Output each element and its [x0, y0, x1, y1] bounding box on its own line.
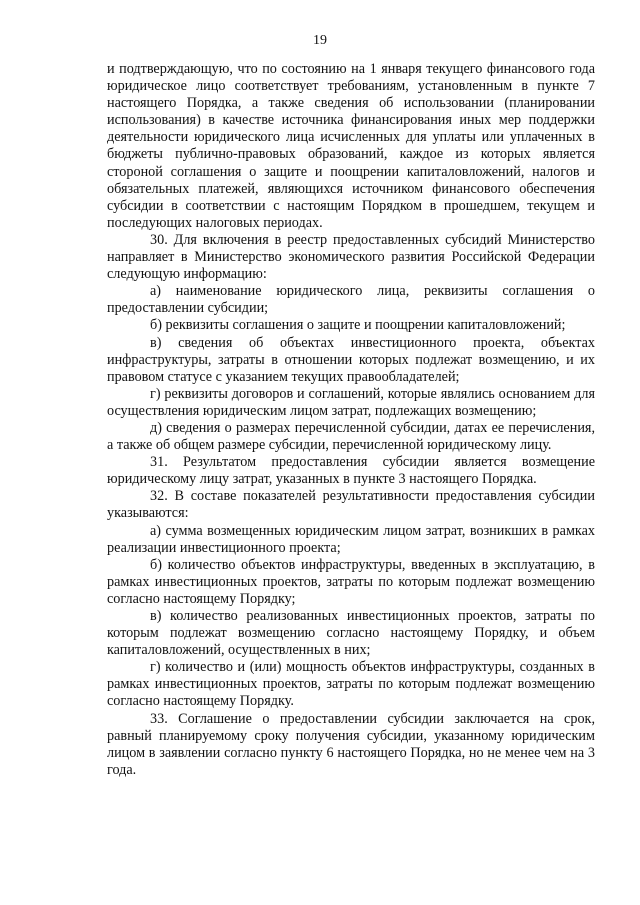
- paragraph-continuation: и подтверждающую, что по состоянию на 1 января текущего финансового года юридическое лицо соответствует требованиям, установленным в пункте 7 настоящего Порядка, а также сведения об использовании (планировании использования) в качестве источника финансирования иных мер поддержки деятельности юридического лица исчисленных для уплаты или уплаченных в бюджеты публично-правовых образований, каждое из которых является стороной соглашения о защите и поощрении капиталовложений, налогов и обязательных платежей, являющихся источником финансового обеспечения субсидии в соответствии с настоящим Порядком в прошедшем, текущем и последующих налоговых периодах.: [107, 61, 595, 231]
- paragraph-32-a: а) сумма возмещенных юридическим лицом затрат, возникших в рамках реализации инвестиционного проекта;: [107, 522, 595, 556]
- paragraph-30-a: а) наименование юридического лица, реквизиты соглашения о предоставлении субсидии;: [107, 283, 595, 317]
- paragraph-32: 32. В составе показателей результативности предоставления субсидии указываются:: [107, 488, 595, 522]
- paragraph-33: 33. Соглашение о предоставлении субсидии заключается на срок, равный планируемому сроку получения субсидии, указанному юридическим лицом в заявлении согласно пункту 6 настоящего Порядка, но не менее чем на 3 года.: [107, 710, 595, 778]
- paragraph-32-v: в) количество реализованных инвестиционных проектов, затраты по которым подлежат возмещению согласно настоящему Порядку, и объем капиталовложений, осуществленных в них;: [107, 608, 595, 659]
- paragraph-30-v: в) сведения об объектах инвестиционного проекта, объектах инфраструктуры, затраты в отношении которых подлежат возмещению, и их правовом статусе с указанием текущих правообладателей;: [107, 334, 595, 385]
- paragraph-30: 30. Для включения в реестр предоставленных субсидий Министерство направляет в Министерство экономического развития Российской Федерации следующую информацию:: [107, 231, 595, 283]
- paragraph-30-b: б) реквизиты соглашения о защите и поощрении капиталовложений;: [150, 317, 566, 334]
- document-body: [107, 61, 595, 779]
- paragraph-30-g: г) реквизиты договоров и соглашений, которые являлись основанием для осуществления юридическим лицом затрат, подлежащих возмещению;: [107, 385, 595, 419]
- paragraph-32-b: б) количество объектов инфраструктуры, введенных в эксплуатацию, в рамках инвестиционных проектов, затраты по которым подлежат возмещению согласно настоящему Порядку;: [107, 556, 595, 607]
- paragraph-32-g: г) количество и (или) мощность объектов инфраструктуры, созданных в рамках инвестиционных проектов, затраты по которым подлежат возмещению согласно настоящему Порядку.: [107, 659, 595, 710]
- page-number: 19: [313, 33, 327, 48]
- paragraph-30-d: д) сведения о размерах перечисленной субсидии, датах ее перечисления, а также об общем размере субсидии, перечисленной юридическому лицу.: [107, 419, 595, 454]
- paragraph-31: 31. Результатом предоставления субсидии является возмещение юридическому лицу затрат, указанных в пункте 3 настоящего Порядка.: [107, 454, 595, 488]
